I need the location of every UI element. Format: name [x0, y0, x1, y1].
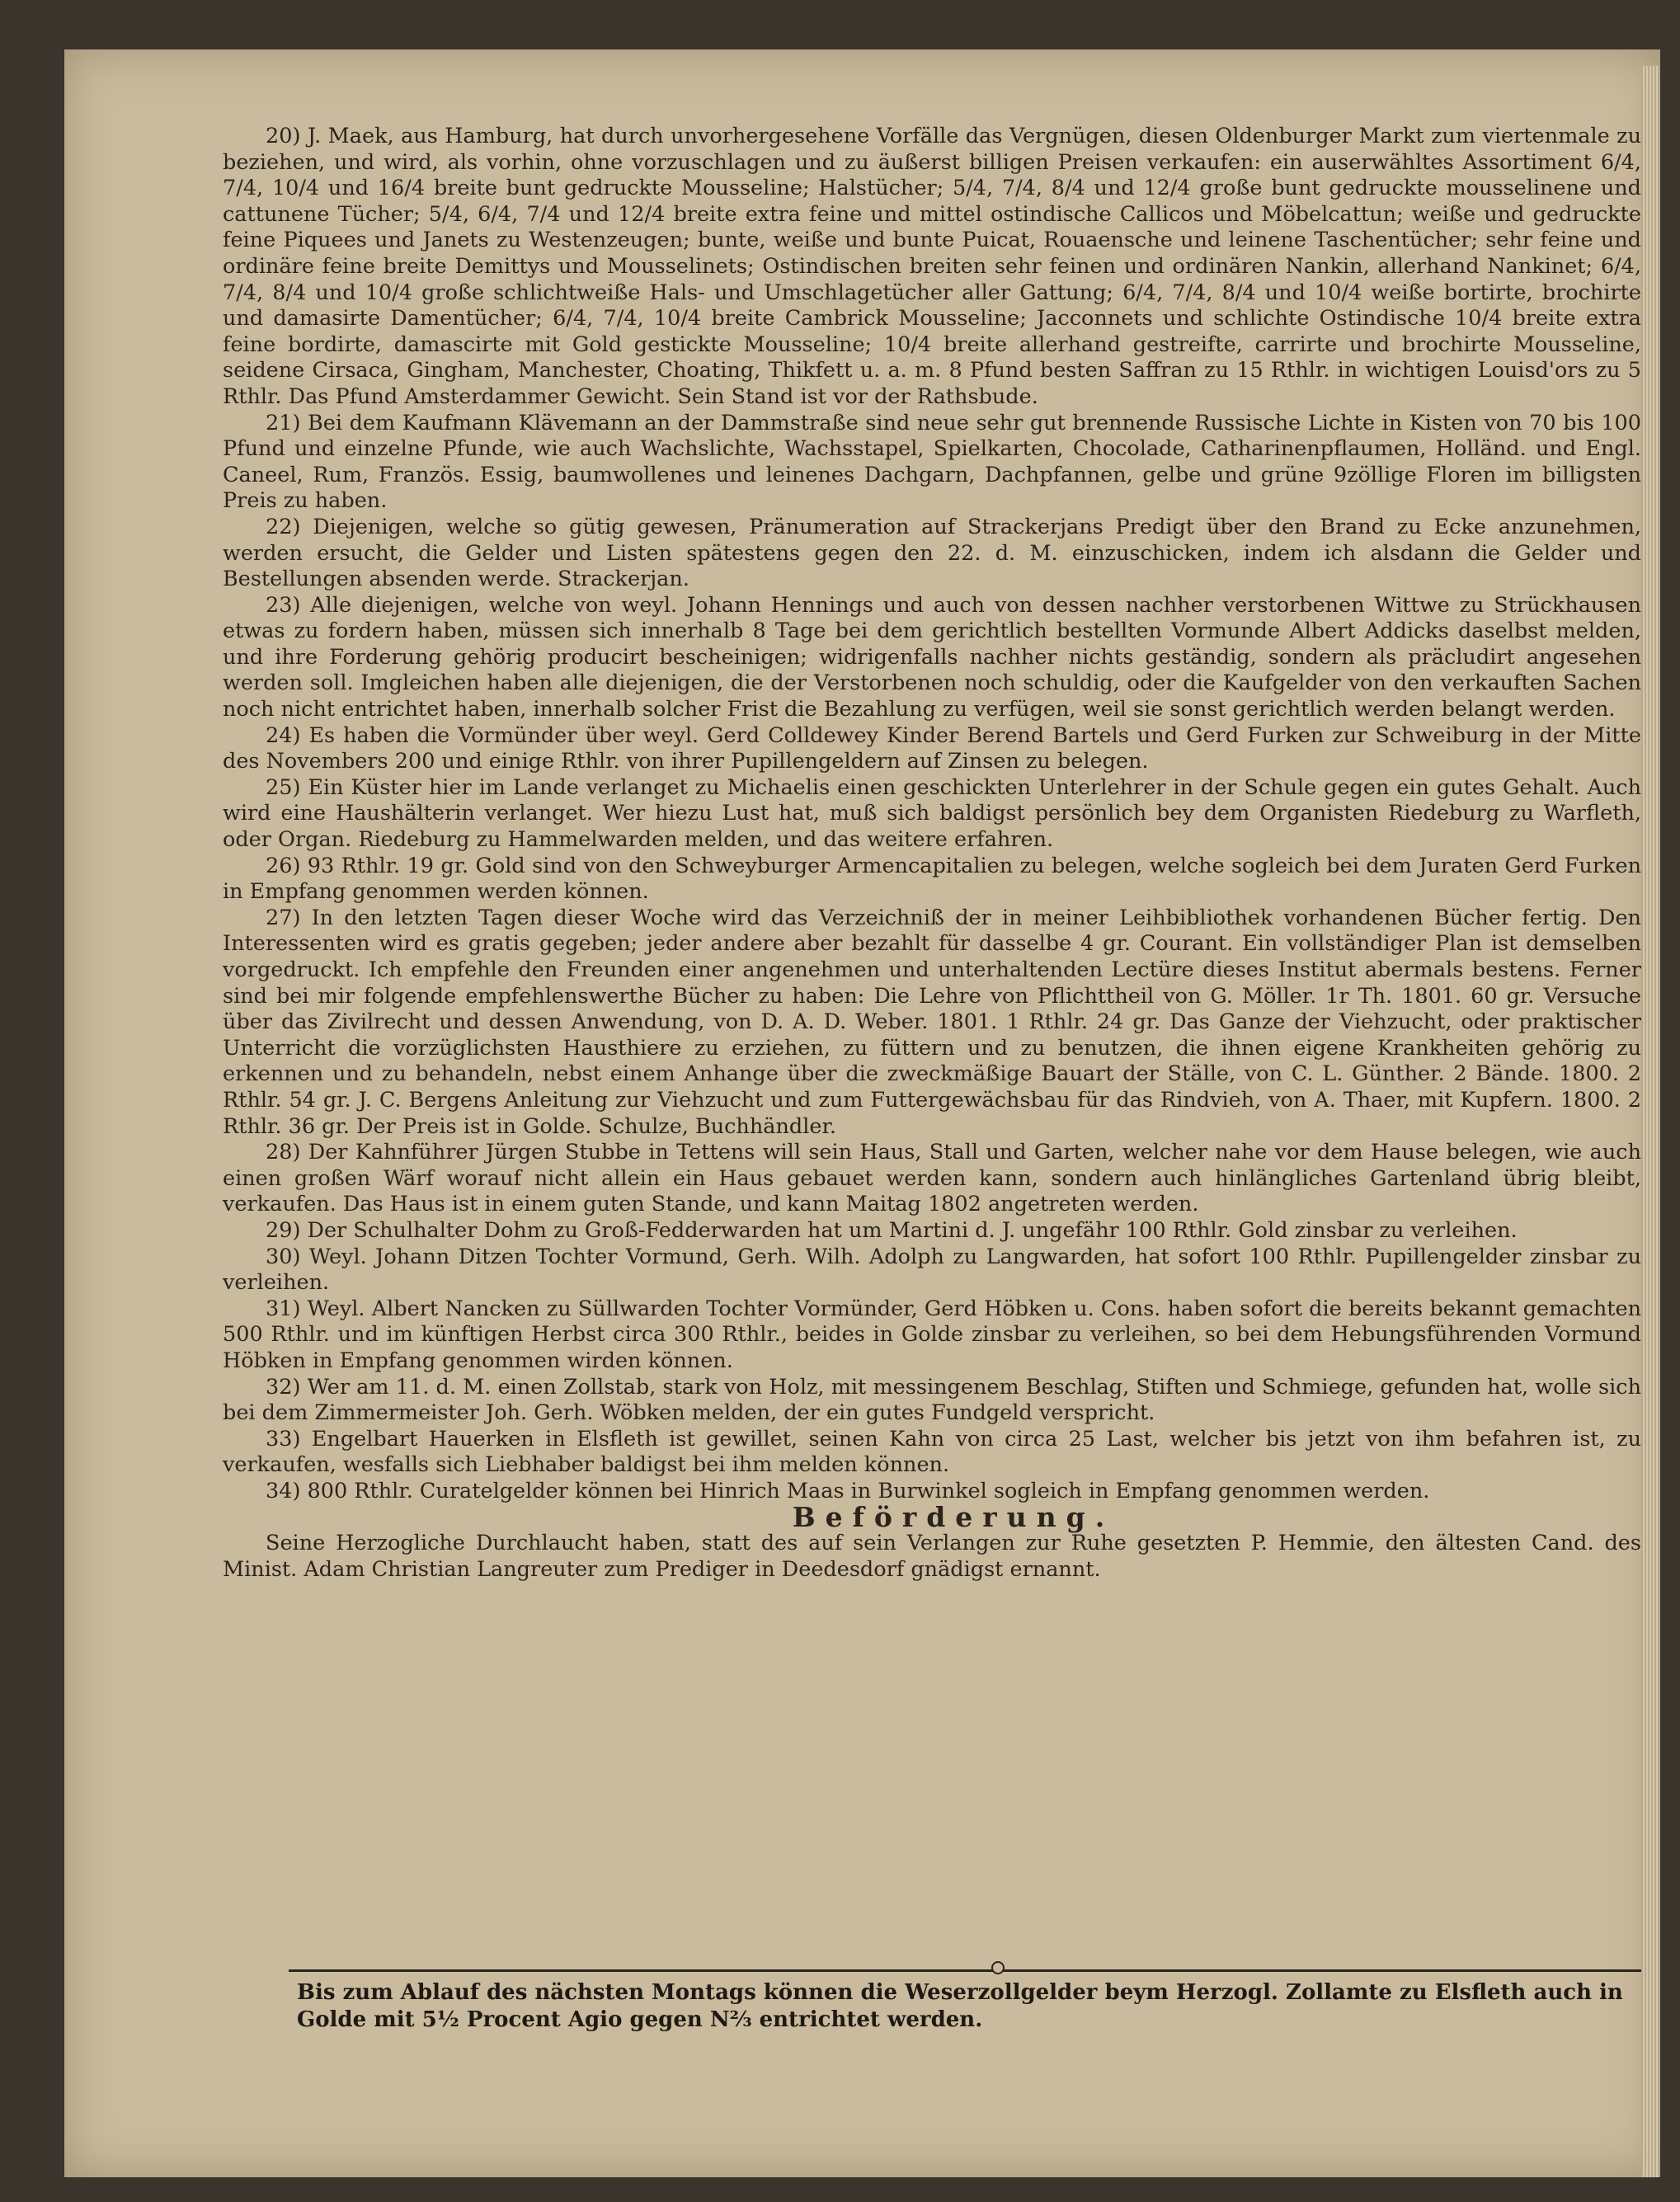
announcement-25 — [223, 775, 1641, 854]
announcement-number: 28) — [266, 1140, 301, 1165]
announcement-number: 33) — [266, 1426, 301, 1452]
announcement-text: Es haben die Vormünder über weyl. Gerd Colldewey Kinder Berend Bartels und Gerd Furken zur Schweiburg in der Mitte des Novembers 200 und einige Rthlr. von ihrer Pupillengeldern auf Zinsen zu belegen. — [223, 722, 1642, 774]
announcement-number: 31) — [266, 1296, 301, 1321]
announcement-text: J. Maek, aus Hamburg, hat durch unvorhergesehene Vorfälle das Vergnügen, diesen Oldenburger Markt zum viertenmale zu beziehen, und wird, als vorhin, ohne vorzuschlagen und zu äußerst billigen Preisen verkaufen: ein auserwähltes Assortiment 6/4, 7/4, 10/4 und 16/4 breite bunt gedruckte Mousseline; Halstücher; 5/4, 7/4, 8/4 und 12/4 große bunt gedruckte mousselinene und cattunene Tücher; 5/4, 6/4, 7/4 und 12/4 breite extra feine und mittel ostindische Callicos und Möbelcattun; weiße und gedruckte feine Piquees und Janets zu Westenzeugen; bunte, weiße und bunte Puicat, Rouaensche und leinene Taschentücher; sehr feine und ordinäre feine breite Demittys und Mousselinets; Ostindischen breiten sehr feinen und ordinären Nankin, allerhand Nankinet; 6/4, 7/4, 8/4 und 10/4 große schlichtweiße Hals- und Umschlagetücher aller Gattung; 6/4, 7/4, 8/4 und 10/4 weiße bortirte, brochirte und damasirte Damentücher; 6/4, 7/4, 10/4 breite Cambrick Mousseline; Jacconnets und schlichte Ostindische 10/4 breite extra feine bordirte, damascirte mit Gold gestickte Mousseline; 10/4 breite allerhand gestreifte, carrirte und brochirte Mousseline, seidene Cirsaca, Gingham, Manchester, Choating, Thikfett u. a. m. 8 Pfund besten Saffran zu 15 Rthlr. in wichtigen Louisd'ors zu 5 Rthlr. Das Pfund Amsterdammer Gewicht. Sein Stand ist vor der Rathsbude. — [223, 124, 1642, 409]
announcement-26 — [223, 854, 1641, 906]
announcement-number: 21) — [266, 410, 301, 435]
section-text: Seine Herzogliche Durchlaucht haben, statt des auf sein Verlangen zur Ruhe gesetzten P. Hemmie, den ältesten Cand. des Minist. Adam Christian Langreuter zum Prediger in Deedesdorf gnädigst ernannt. — [223, 1531, 1641, 1582]
announcement-22 — [223, 515, 1641, 593]
announcement-30 — [223, 1245, 1641, 1296]
announcement-number: 32) — [266, 1374, 301, 1400]
announcement-number: 27) — [266, 905, 301, 930]
announcement-text: Weyl. Johann Ditzen Tochter Vormund, Gerh. Wilh. Adolph zu Langwarden, hat sofort 100 Rthlr. Pupillengelder zinsbar zu verleihen. — [223, 1244, 1642, 1296]
announcement-29 — [223, 1218, 1641, 1245]
announcement-20 — [223, 124, 1641, 411]
announcement-text: Bei dem Kaufmann Klävemann an der Dammstraße sind neue sehr gut brennende Russische Lichte in Kisten von 70 bis 100 Pfund und einzelne Pfunde, wie auch Wachslichte, Wachsstapel, Spielkarten, Chocolade, Catharinenpflaumen, Holländ. und Engl. Caneel, Rum, Französ. Essig, baumwollenes und leinenes Dachgarn, Dachpfannen, gelbe und grüne 9zöllige Floren im billigsten Preis zu haben. — [223, 410, 1641, 514]
announcement-number: 24) — [266, 722, 301, 748]
section-heading: Beförderung. — [792, 1501, 1115, 1534]
announcement-23 — [223, 593, 1641, 723]
announcement-number: 20) — [266, 124, 301, 148]
announcement-number: 34) — [266, 1478, 301, 1503]
announcement-27 — [223, 906, 1641, 1140]
announcement-text: Alle diejenigen, welche von weyl. Johann Hennings und auch von dessen nachher verstorbenen Wittwe zu Strückhausen etwas zu fordern haben, müssen sich innerhalb 8 Tage bei dem gerichtlich bestellten Vormunde Albert Addicks daselbst melden, und ihre Forderung gehörig producirt bescheinigen; widrigenfalls nachher nichts geständig, sondern als präcludirt angesehen werden soll. Imgleichen haben alle diejenigen, die der Verstorbenen noch schuldig, oder die Kaufgelder von den verkauften Sachen noch nicht entrichtet haben, innerhalb solcher Frist die Bezahlung zu verfügen, weil sie sonst gerichtlich werden belangt werden. — [223, 592, 1641, 722]
announcement-text: Der Kahnführer Jürgen Stubbe in Tettens will sein Haus, Stall und Garten, welcher nahe vor dem Hause belegen, wie auch einen großen Wärf worauf nicht allein ein Haus gebauet werden kann, sondern auch hinlängliches Gartenland übrig bleibt, verkaufen. Das Haus ist in einem guten Stande, und kann Maitag 1802 angetreten werden. — [223, 1140, 1641, 1217]
announcement-28 — [223, 1140, 1641, 1218]
announcement-number: 26) — [266, 853, 301, 878]
announcement-number: 29) — [266, 1217, 301, 1243]
announcement-number: 25) — [266, 774, 301, 800]
announcement-text: 93 Rthlr. 19 gr. Gold sind von den Schweyburger Armencapitalien zu belegen, welche sogleich bei dem Juraten Gerd Furken in Empfang genommen werden können. — [223, 853, 1642, 905]
announcement-24 — [223, 723, 1641, 775]
announcement-number: 23) — [266, 592, 301, 618]
divider-ornament — [991, 1961, 1005, 1974]
announcement-text: In den letzten Tagen dieser Woche wird das Verzeichniß der in meiner Leihbibliothek vorhandenen Bücher fertig. Den Interessenten wird es gratis gegeben; jeder andere aber bezahlt für dasselbe 4 gr. Courant. Ein vollständiger Plan ist demselben vorgedruckt. Ich empfehle den Freunden einer angenehmen und unterhaltenden Lectüre dieses Institut abermals bestens. Ferner sind bei mir folgende empfehlenswerthe Bücher zu haben: Die Lehre von Pflichttheil von G. Möller. 1r Th. 1801. 60 gr. Versuche über das Zivilrecht und dessen Anwendung, von D. A. D. Weber. 1801. 1 Rthlr. 24 gr. Das Ganze der Viehzucht, oder praktischer Unterricht die vorzüglichsten Hausthiere zu erziehen, zu füttern und zu benutzen, die ihnen eigene Krankheiten gehörig zu erkennen und zu behandeln, nebst einem Anhange über die zweckmäßige Bauart der Ställe, von C. L. Günther. 2 Bände. 1800. 2 Rthlr. 54 gr. J. C. Bergens Anleitung zur Viehzucht und zum Futtergewächsbau für das Rindvieh, von A. Thaer, mit Kupfern. 1800. 2 Rthlr. 36 gr. Der Preis ist in Golde. Schulze, Buchhändler. — [223, 905, 1641, 1139]
announcements-body — [223, 124, 1641, 1583]
announcement-32 — [223, 1375, 1641, 1427]
announcement-text: Weyl. Albert Nancken zu Süllwarden Tochter Vormünder, Gerd Höbken u. Cons. haben sofort die bereits bekannt gemachten 500 Rthlr. und im künftigen Herbst circa 300 Rthlr., beides in Golde zinsbar zu verleihen, so bei dem Hebungsführenden Vormund Höbken in Empfang genommen wirden können. — [223, 1296, 1641, 1373]
announcement-number: 30) — [266, 1244, 301, 1269]
divider-rule — [289, 1969, 1641, 1972]
announcement-33 — [223, 1427, 1641, 1479]
announcement-21 — [223, 411, 1641, 515]
page-edge — [1641, 66, 1659, 2177]
announcement-number: 22) — [266, 514, 301, 539]
announcement-text: Engelbart Hauerken in Elsfleth ist gewillet, seinen Kahn von circa 25 Last, welcher bis jetzt von ihm befahren ist, zu verkaufen, wesfalls sich Liebhaber baldigst bei ihm melden können. — [223, 1426, 1641, 1478]
announcement-text: Ein Küster hier im Lande verlanget zu Michaelis einen geschickten Unterlehrer in der Schule gegen ein gutes Gehalt. Auch wird eine Haushälterin verlanget. Wer hiezu Lust hat, muß sich baldigst persönlich bey dem Organisten Riedeburg zu Warfleth, oder Organ. Riedeburg zu Hammelwarden melden, und das weitere erfahren. — [223, 774, 1641, 853]
announcement-text: 800 Rthlr. Curatelgelder können bei Hinrich Maas in Burwinkel sogleich in Empfang genommen werden. — [307, 1478, 1430, 1503]
announcement-31 — [223, 1296, 1641, 1375]
footer-notice: Bis zum Ablauf des nächsten Montags können die Weserzollgelder beym Herzogl. Zollamte zu Elsfleth auch in Golde mit 5½ Procent Agio gegen N⅔ entrichtet werden. — [297, 1980, 1623, 2032]
announcement-text: Der Schulhalter Dohm zu Groß-Fedderwarden hat um Martini d. J. ungefähr 100 Rthlr. Gold zinsbar zu verleihen. — [307, 1217, 1518, 1243]
announcement-text: Wer am 11. d. M. einen Zollstab, stark von Holz, mit messingenem Beschlag, Stiften und Schmiege, gefunden hat, wolle sich bei dem Zimmermeister Joh. Gerh. Wöbken melden, der ein gutes Fundgeld verspricht. — [223, 1374, 1642, 1426]
announcement-text: Diejenigen, welche so gütig gewesen, Pränumeration auf Strackerjans Predigt über den Brand zu Ecke anzunehmen, werden ersucht, die Gelder und Listen spätestens gegen den 22. d. M. einzuschicken, indem ich alsdann die Gelder und Bestellungen absenden werde. Strackerjan. — [223, 514, 1641, 592]
